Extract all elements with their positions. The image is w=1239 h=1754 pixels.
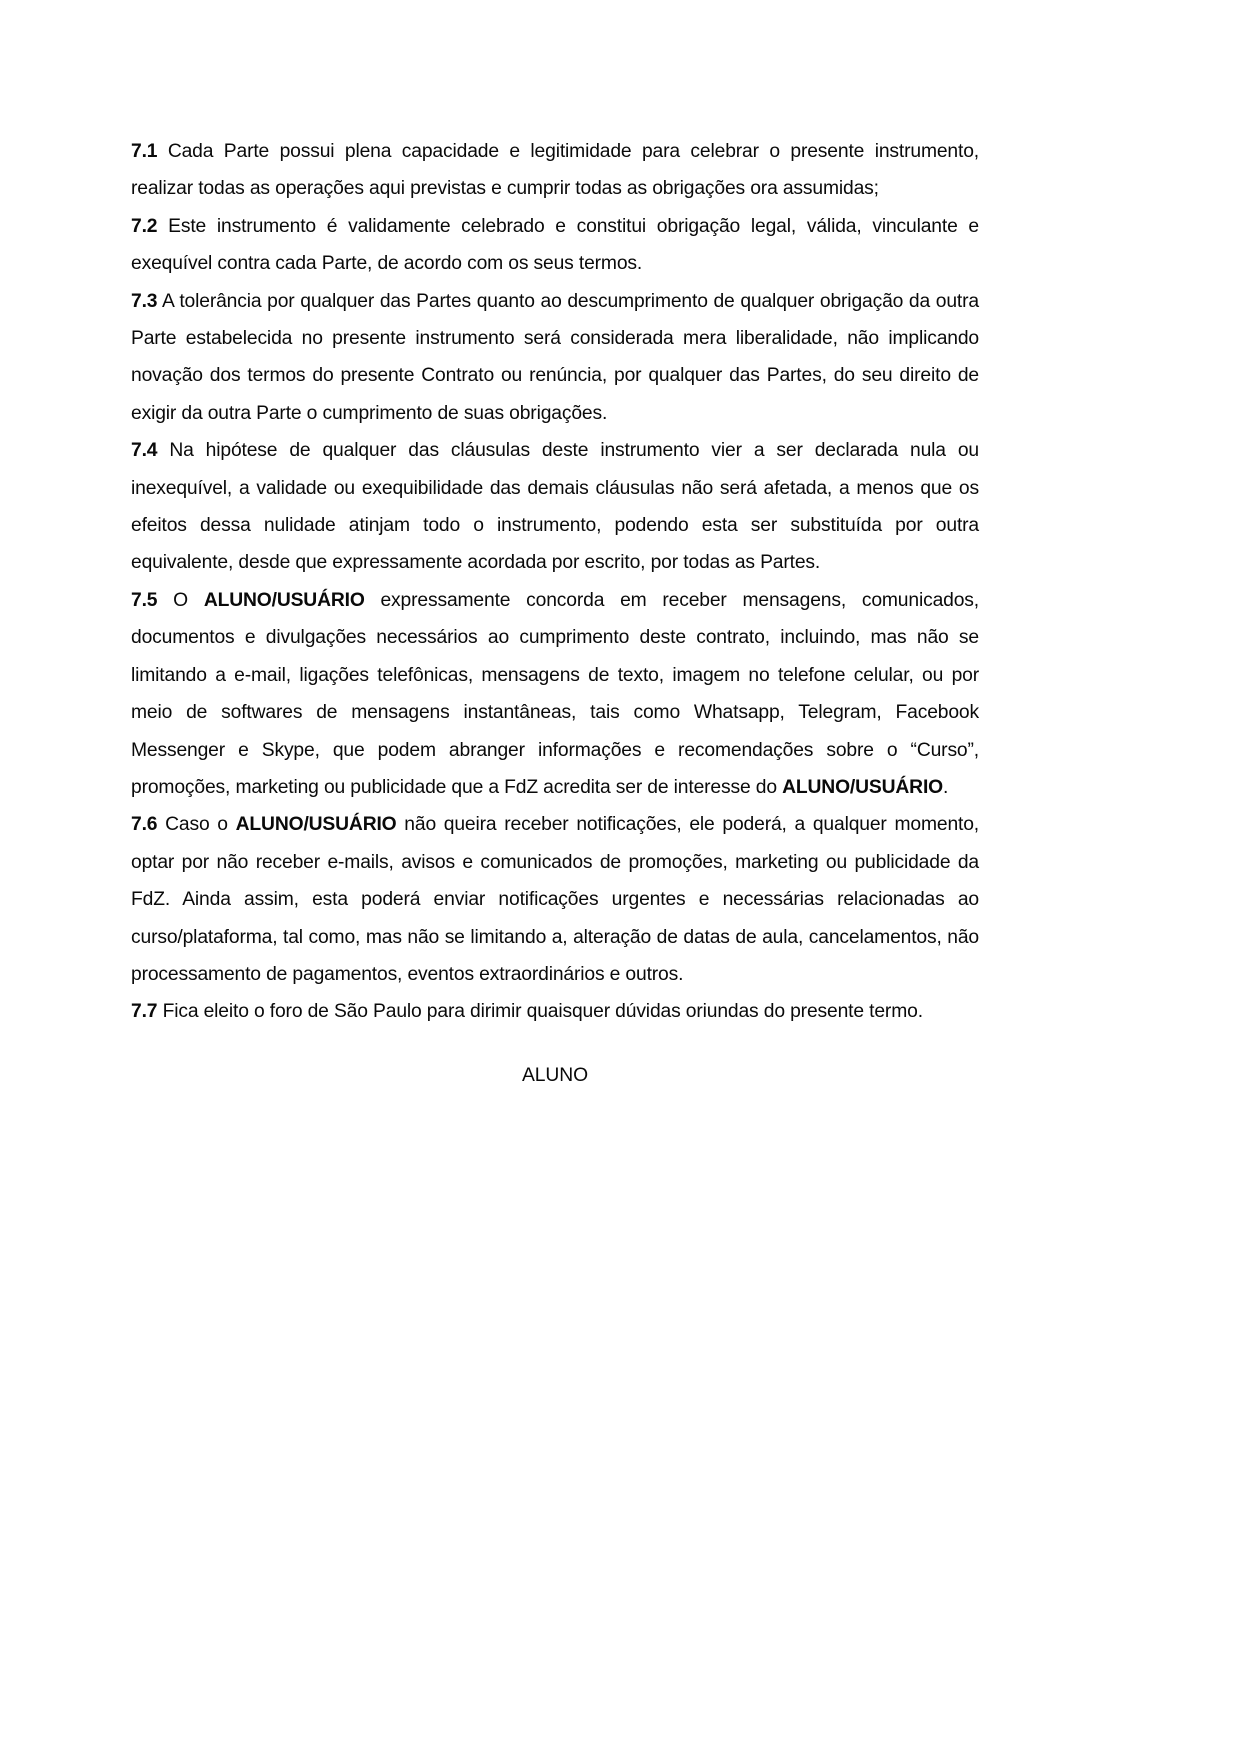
clause-7-3 <box>131 283 979 433</box>
clause-text: Este instrumento é validamente celebrado e constitui obrigação legal, válida, vinculante e exequível contra cada Parte, de acordo com os seus termos. <box>131 215 979 275</box>
clause-number: 7.5 <box>131 589 158 611</box>
clause-text: Fica eleito o foro de São Paulo para dirimir quaisquer dúvidas oriundas do presente termo. <box>157 1001 923 1023</box>
clause-text-run: O <box>157 589 204 611</box>
clause-7-4 <box>131 432 979 582</box>
signature-block <box>131 1057 979 1094</box>
document-body <box>131 133 979 1094</box>
emphasis-term: ALUNO/USUÁRIO <box>782 776 943 798</box>
clause-7-2 <box>131 208 979 283</box>
clause-number: 7.6 <box>131 814 158 836</box>
emphasis-term: ALUNO/USUÁRIO <box>203 589 365 611</box>
emphasis-term: ALUNO/USUÁRIO <box>235 814 397 836</box>
clause-7-5 <box>131 582 979 806</box>
clause-number: 7.7 <box>131 1001 158 1023</box>
clause-number: 7.1 <box>131 141 158 162</box>
clause-text <box>131 590 979 798</box>
clause-number: 7.3 <box>131 290 158 312</box>
clause-7-1 <box>131 133 979 208</box>
clause-text: A tolerância por qualquer das Partes quanto ao descumprimento de qualquer obrigação da outra Parte estabelecida no presente instrumento será considerada mera liberalidade, não implicando novação dos termos do presente Contrato ou renúncia, por qualquer das Partes, do seu direito de exigir da outra Parte o cumprimento de suas obrigações. <box>131 290 979 424</box>
clause-7-7 <box>131 993 979 1030</box>
clause-text-run: expressamente concorda em receber mensagens, comunicados, documentos e divulgações necessários ao cumprimento deste contrato, incluindo, mas não se limitando a e-mail, ligações telefônicas, mensagens de texto, imagem no telefone celular, ou por meio de softwares de mensagens instantâneas, tais como Whatsapp, Telegram, Facebook Messenger e Skype, que podem abranger informações e recomendações sobre o “Curso”, promoções, marketing ou publicidade que a FdZ acredita ser de interesse do <box>131 589 979 798</box>
clause-text-run: . <box>943 776 949 798</box>
clause-number: 7.2 <box>131 215 158 237</box>
clause-7-6 <box>131 806 979 993</box>
clause-text-run: Caso o <box>157 814 236 836</box>
clause-text <box>131 814 979 985</box>
clause-text-run: não queira receber notificações, ele poderá, a qualquer momento, optar por não receber e-mails, avisos e comunicados de promoções, marketing ou publicidade da FdZ. Ainda assim, esta poderá enviar notificações urgentes e necessárias relacionadas ao curso/plataforma, tal como, mas não se limitando a, alteração de datas de aula, cancelamentos, não processamento de pagamentos, eventos extraordinários e outros. <box>131 814 979 985</box>
signature-label-aluno: ALUNO <box>522 1064 588 1086</box>
clause-text: Na hipótese de qualquer das cláusulas deste instrumento vier a ser declarada nula ou inexequível, a validade ou exequibilidade das demais cláusulas não será afetada, a menos que os efeitos dessa nulidade atinjam todo o instrumento, podendo esta ser substituída por outra equivalente, desde que expressamente acordada por escrito, por todas as Partes. <box>131 440 979 574</box>
clause-number: 7.4 <box>131 440 158 462</box>
clause-text: Cada Parte possui plena capacidade e legitimidade para celebrar o presente instrumento, realizar todas as operações aqui previstas e cumprir todas as obrigações ora assumidas; <box>131 141 979 200</box>
